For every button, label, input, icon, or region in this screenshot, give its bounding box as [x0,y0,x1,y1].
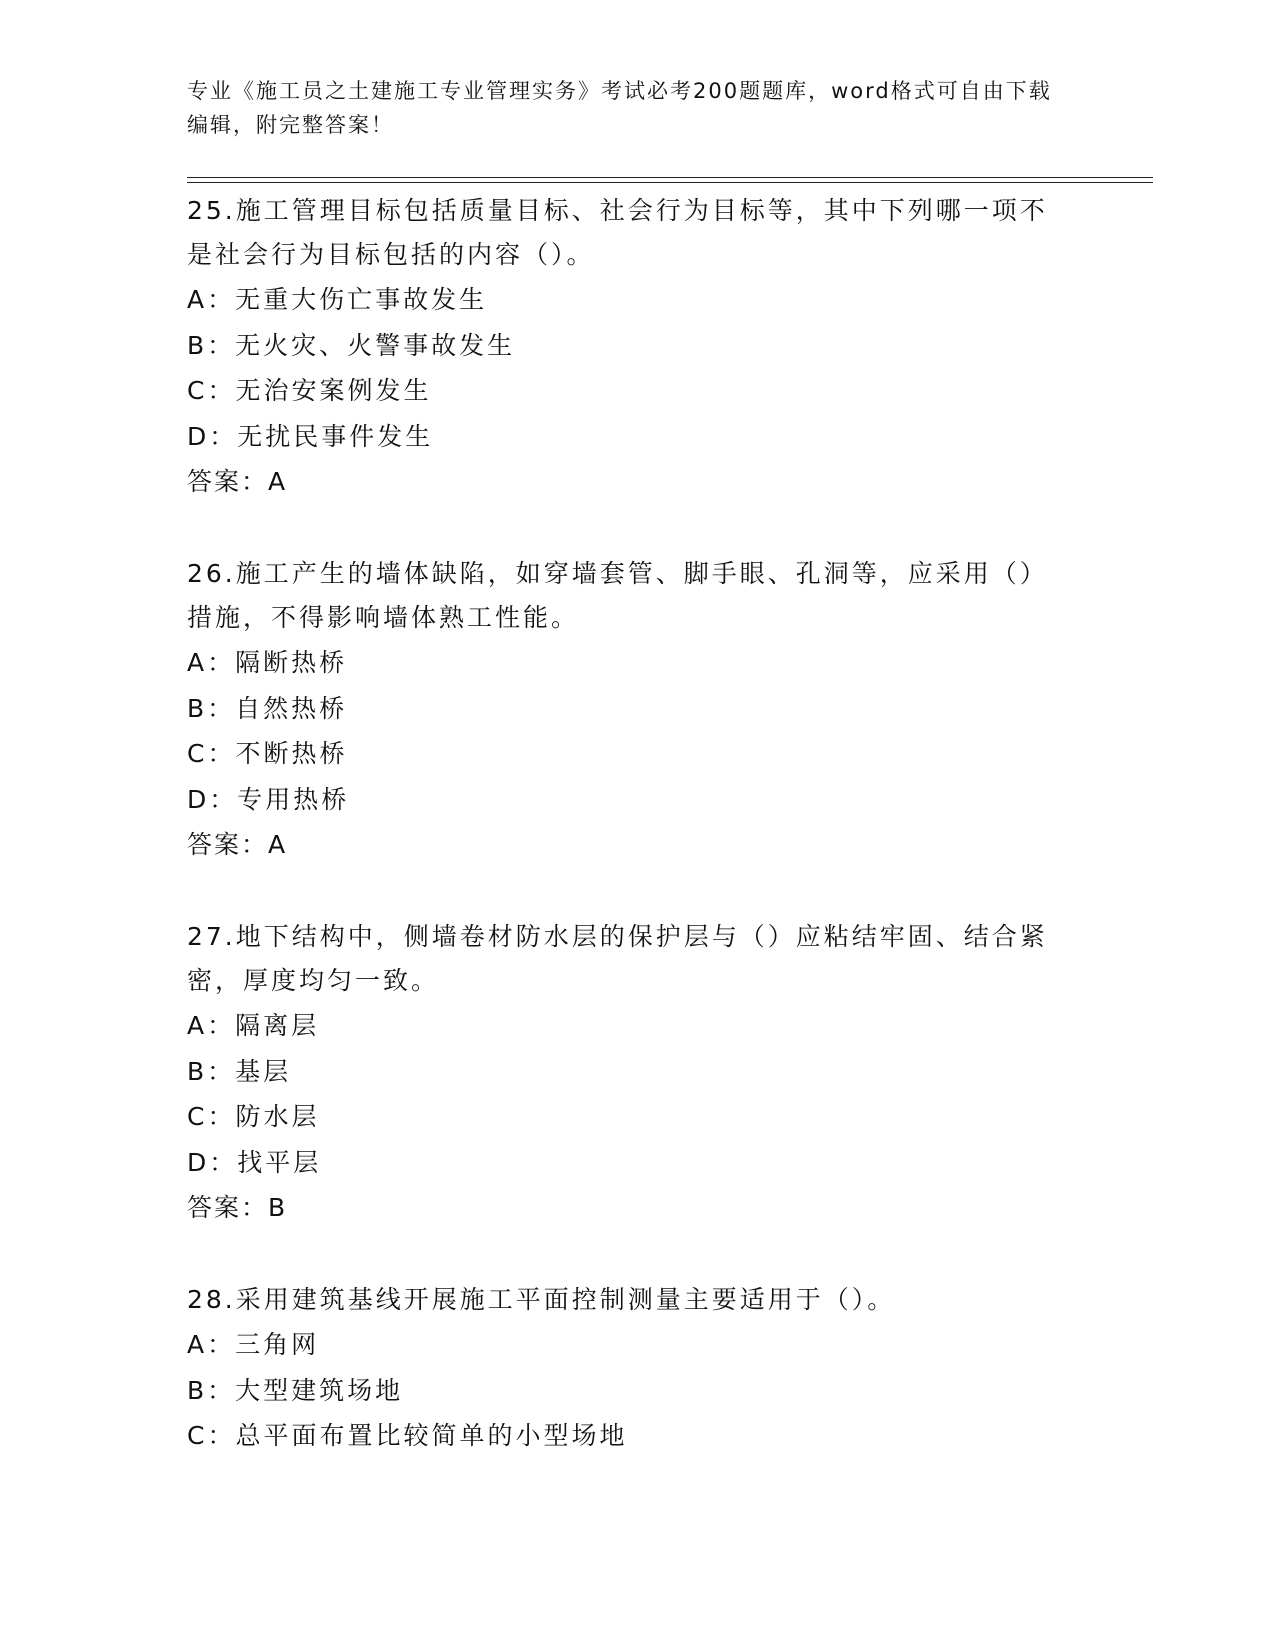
question-26 [187,552,1067,868]
answer-label: 答案：A [187,830,288,859]
option-a: A：隔离层 [187,1011,320,1040]
option-d: D：找平层 [187,1147,322,1177]
option-c: C：总平面布置比较简单的小型场地 [187,1421,628,1450]
header-rule-top [187,177,1153,178]
answer-label: 答案：B [187,1193,288,1222]
document-header: 专业《施工员之土建施工专业管理实务》考试必考200题题库，word格式可自由下载编辑，附完整答案！ [187,79,1052,137]
question-stem: 26.施工产生的墙体缺陷，如穿墙套管、脚手眼、孔洞等，应采用（）措施，不得影响墙体熟工性能。 [187,559,1048,632]
question-stem: 25.施工管理目标包括质量目标、社会行为目标等，其中下列哪一项不是社会行为目标包括的内容（）。 [187,196,1048,269]
option-c: C：无治安案例发生 [187,376,432,405]
option-b: B：大型建筑场地 [187,1375,404,1405]
question-25 [187,189,1067,505]
option-d: D：无扰民事件发生 [187,421,434,451]
option-b: B：无火灾、火警事故发生 [187,330,516,360]
option-b: B：基层 [187,1056,292,1086]
answer-label: 答案：A [187,467,288,496]
option-a: A：隔断热桥 [187,648,348,677]
option-a: A：三角网 [187,1330,320,1359]
option-d: D：专用热桥 [187,784,350,814]
option-c: C：不断热桥 [187,739,348,768]
option-a: A：无重大伤亡事故发生 [187,285,488,314]
question-27 [187,915,1067,1231]
option-c: C：防水层 [187,1102,320,1131]
question-28 [187,1278,1067,1459]
header-rule-bottom [187,182,1153,183]
option-b: B：自然热桥 [187,693,348,723]
question-stem: 28.采用建筑基线开展施工平面控制测量主要适用于（）。 [187,1285,896,1314]
question-stem: 27.地下结构中，侧墙卷材防水层的保护层与（）应粘结牢固、结合紧密，厚度均匀一致。 [187,922,1048,995]
